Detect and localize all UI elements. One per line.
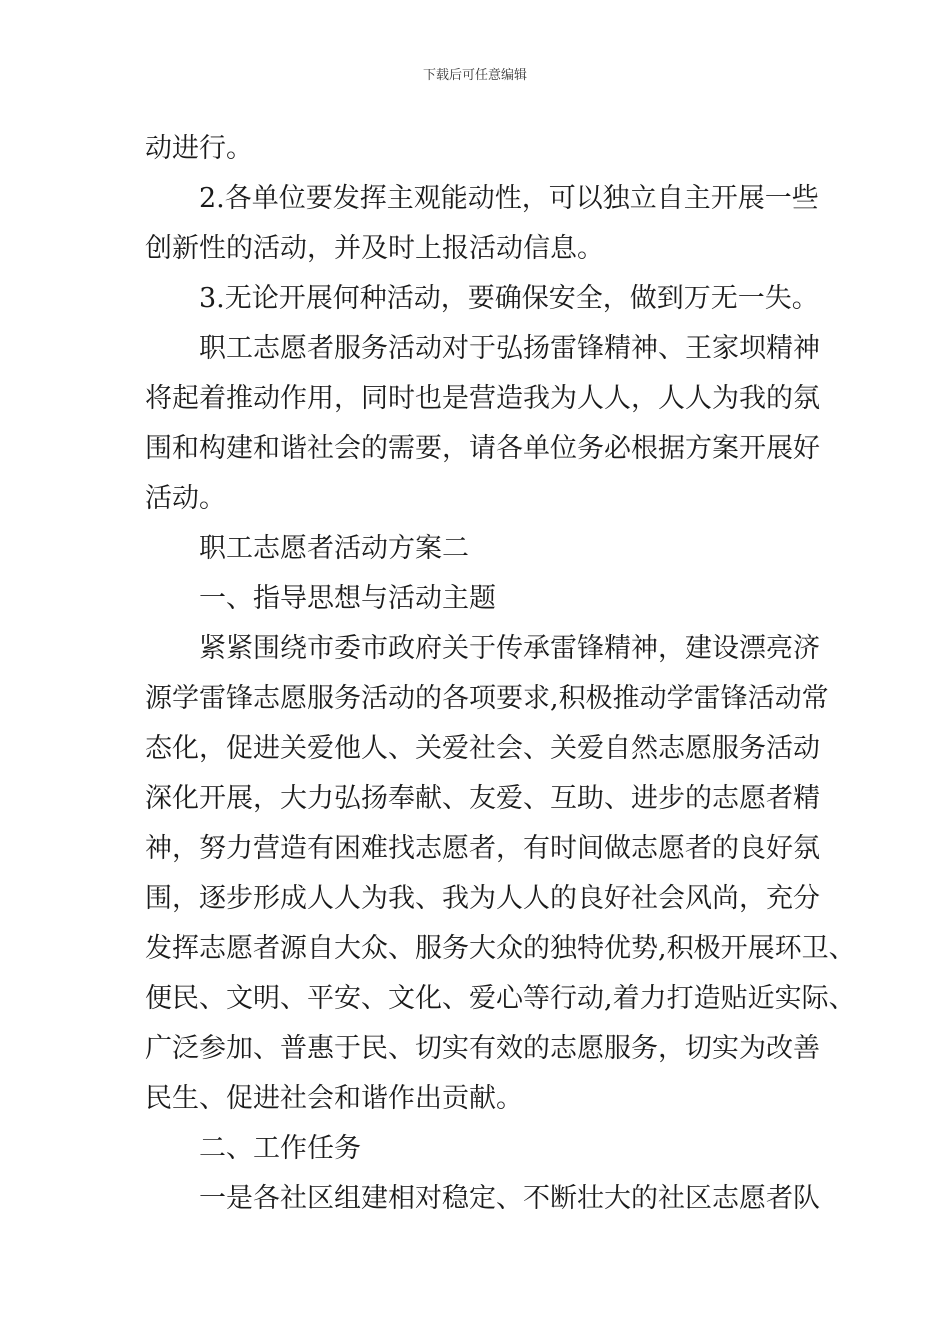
text-line: 源学雷锋志愿服务活动的各项要求,积极推动学雷锋活动常: [145, 683, 829, 714]
page-header-note: 下载后可任意编辑: [422, 68, 527, 83]
section-heading: 一、指导思想与活动主题: [199, 583, 496, 614]
text-line: 职工志愿者服务活动对于弘扬雷锋精神、王家坝精神: [199, 333, 820, 364]
text-line: 2.各单位要发挥主观能动性，可以独立自主开展一些: [199, 183, 819, 214]
text-line: 一是各社区组建相对稳定、不断壮大的社区志愿者队: [199, 1183, 820, 1214]
text-line: 将起着推动作用，同时也是营造我为人人，人人为我的氛: [145, 383, 820, 414]
text-line: 动进行。: [145, 133, 253, 164]
text-line: 3.无论开展何种活动，要确保安全，做到万无一失。: [199, 283, 819, 314]
text-line: 紧紧围绕市委市政府关于传承雷锋精神，建设漂亮济: [199, 633, 820, 664]
text-line: 发挥志愿者源自大众、服务大众的独特优势,积极开展环卫、: [145, 933, 856, 964]
section-title: 职工志愿者活动方案二: [199, 533, 469, 564]
text-line: 围，逐步形成人人为我、我为人人的良好社会风尚，充分: [145, 883, 820, 914]
text-line: 态化，促进关爱他人、关爱社会、关爱自然志愿服务活动: [145, 733, 820, 764]
text-line: 民生、促进社会和谐作出贡献。: [145, 1083, 523, 1114]
text-line: 围和构建和谐社会的需要，请各单位务必根据方案开展好: [145, 433, 820, 464]
text-line: 创新性的活动，并及时上报活动信息。: [145, 233, 604, 264]
document-body: [145, 124, 856, 1224]
text-line: 广泛参加、普惠于民、切实有效的志愿服务，切实为改善: [145, 1033, 820, 1064]
text-line: 便民、文明、平安、文化、爱心等行动,着力打造贴近实际、: [145, 983, 856, 1014]
section-heading: 二、工作任务: [199, 1133, 361, 1164]
text-line: 神，努力营造有困难找志愿者，有时间做志愿者的良好氛: [145, 833, 820, 864]
text-line: 深化开展，大力弘扬奉献、友爱、互助、进步的志愿者精: [145, 783, 820, 814]
text-line: 活动。: [145, 483, 226, 514]
